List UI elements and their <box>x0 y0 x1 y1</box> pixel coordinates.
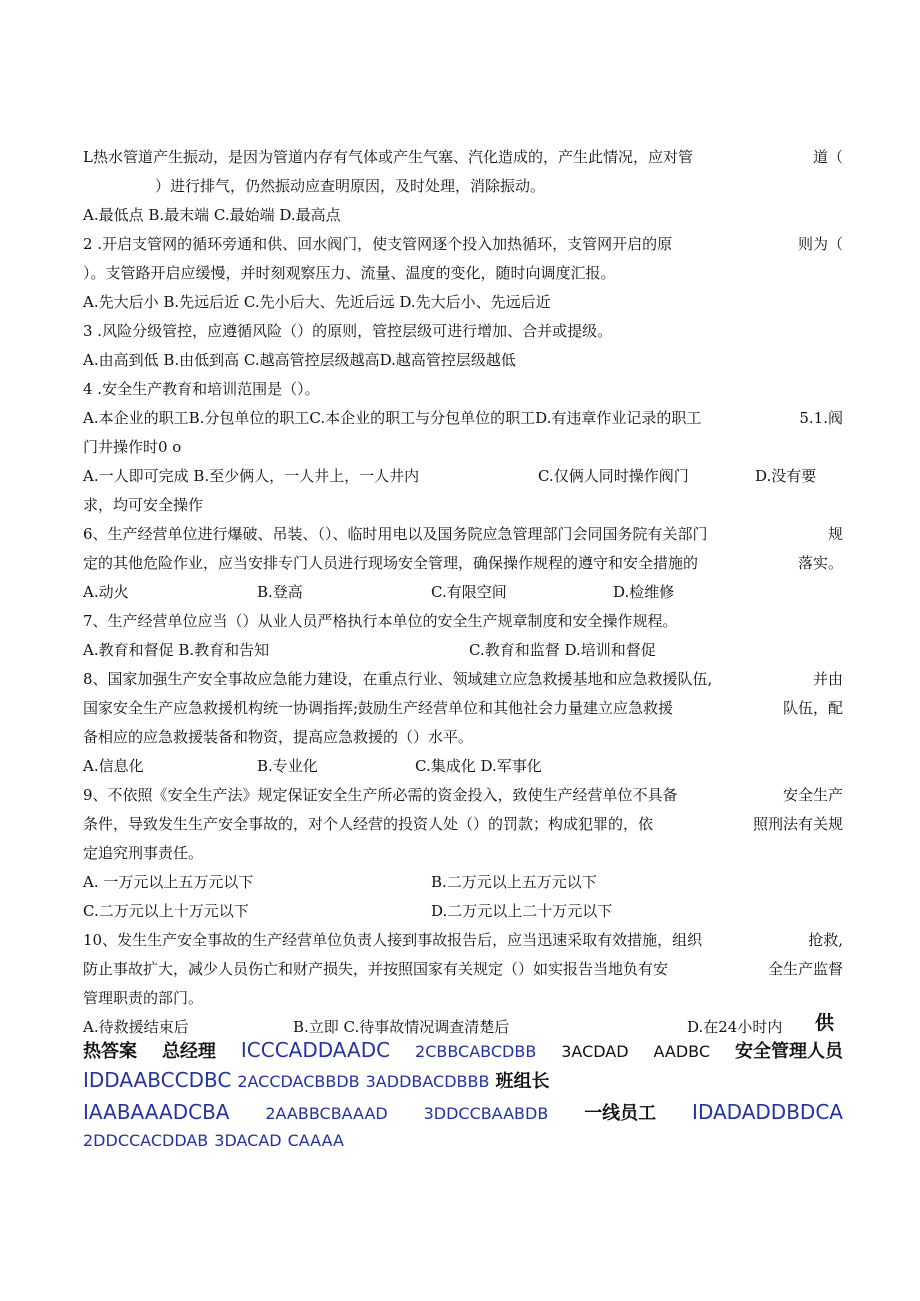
q10-text: 10、发生生产安全事故的生产经营单位负责人接到事故报告后，应当迅速采取有效措施，组织 <box>83 931 703 949</box>
q5-options-2 <box>83 491 843 520</box>
answer-fs-1: IDADADDBDCA <box>692 1100 843 1124</box>
q1-line2 <box>83 172 843 201</box>
q9-option-a: A. 一万元以上五万元以下 <box>83 873 254 891</box>
q4-options <box>83 404 843 433</box>
q8-line1 <box>83 665 843 694</box>
q2-line1 <box>83 230 843 259</box>
q1-text-end: 道（ <box>812 148 843 166</box>
q7-options <box>83 636 843 665</box>
answer-gm-2: 2CBBCABCDBB <box>415 1042 537 1061</box>
q1-options <box>83 201 843 230</box>
q3-line1 <box>83 317 843 346</box>
q2-options-text: A.先大后小 B.先远后近 C.先小后大、先近后远 D.先大后小、先远后近 <box>83 293 551 311</box>
answer-line-4 <box>83 1131 843 1160</box>
q6-line2 <box>83 549 843 578</box>
q8-option-cd: C.集成化 D.军事化 <box>415 757 542 775</box>
q9-line1 <box>83 781 843 810</box>
q1-line1 <box>83 143 843 172</box>
q2-text-end: 则为（ <box>797 235 843 253</box>
q5-option-ab: A.一人即可完成 B.至少俩人，一人井上，一人井内 <box>83 467 420 485</box>
q2-line2 <box>83 259 843 288</box>
q9-text-end: 安全生产 <box>782 786 843 804</box>
q6-text-end: 规 <box>827 525 843 543</box>
q5-line1 <box>83 433 843 462</box>
q8-text-end: 并由 <box>812 670 843 688</box>
answer-tl-2: 2AABBCBAAAD <box>265 1104 388 1123</box>
q8-option-b: B.专业化 <box>257 757 318 775</box>
q9-option-c: C.二万元以上十万元以下 <box>83 902 249 920</box>
answer-tl-1: IAABAAADCBA <box>83 1100 230 1124</box>
q2-options <box>83 288 843 317</box>
q3-text: 3 .风险分级管控，应遵循风险（）的原则，管控层级可进行增加、合并或提级。 <box>83 322 613 340</box>
role-frontline-staff: 一线员工 <box>584 1103 657 1124</box>
role-safety-manager: 安全管理人员 <box>734 1041 843 1062</box>
q8-options <box>83 752 843 781</box>
role-team-leader: 班组长 <box>495 1071 550 1092</box>
q7-line1 <box>83 607 843 636</box>
q10-line2 <box>83 955 843 984</box>
q5-text: 门井操作时0 o <box>83 438 182 456</box>
answer-sm-3: 3ADDBACDBBB <box>365 1072 490 1091</box>
q5-option-d-cont: 求，均可安全操作 <box>83 496 204 514</box>
q5-option-d: D.没有要 <box>755 467 817 485</box>
answer-gm-3a: 3ACDAD <box>561 1042 629 1061</box>
q4-text: 4 .安全生产教育和培训范围是（）。 <box>83 380 320 398</box>
answer-fs-3a: 3DACAD <box>214 1131 282 1150</box>
q10-text-2-end: 全生产监督 <box>767 960 843 978</box>
q1-text-2: ）进行排气，仍然振动应查明原因，及时处理，消除振动。 <box>155 177 546 195</box>
q9-option-d: D.二万元以上二十万元以下 <box>431 902 613 920</box>
q9-line2 <box>83 810 843 839</box>
q5-option-c: C.仅俩人同时操作阀门 <box>538 467 689 485</box>
q9-text-3: 定追究刑事责任。 <box>83 844 204 862</box>
q7-option-ab: A.教育和督促 B.教育和告知 <box>83 641 270 659</box>
q10-option-d: D.在24小时内 <box>687 1018 783 1036</box>
q4-line1 <box>83 375 843 404</box>
q9-options-2 <box>83 897 843 926</box>
q8-text-3: 备相应的应急救援装备和物资，提高应急救援的（）水平。 <box>83 728 474 746</box>
q10-option-a: A.待救援结束后 <box>83 1018 189 1036</box>
answer-heading: 热答案 <box>83 1041 137 1062</box>
answer-line-1 <box>83 1037 843 1067</box>
q5-start-text: 5.1.阀 <box>799 409 843 427</box>
answer-tl-3: 3DDCCBAABDB <box>423 1104 549 1123</box>
q7-option-cd: C.教育和监督 D.培训和督促 <box>469 641 656 659</box>
q9-text: 9、不依照《安全生产法》规定保证安全生产所必需的资金投入，致使生产经营单位不具备 <box>83 786 678 804</box>
answer-line-2 <box>83 1067 843 1099</box>
q6-text-2: 定的其他危险作业，应当安排专门人员进行现场安全管理，确保操作规程的遵守和安全措施的 <box>83 554 699 572</box>
q6-option-a: A.动火 <box>83 583 129 601</box>
q9-line3 <box>83 839 843 868</box>
q7-text: 7、生产经营单位应当（）从业人员严格执行本单位的安全生产规章制度和安全操作规程。 <box>83 612 678 630</box>
q6-option-c: C.有限空间 <box>431 583 507 601</box>
q8-text-2: 国家安全生产应急救援机构统一协调指挥;鼓励生产经营单位和其他社会力量建立应急救援 <box>83 699 674 717</box>
q10-line3 <box>83 984 843 1013</box>
q9-option-b: B.二万元以上五万元以下 <box>431 873 597 891</box>
q5-options <box>83 462 843 491</box>
q8-line3 <box>83 723 843 752</box>
q3-options <box>83 346 843 375</box>
q8-text: 8、国家加强生产安全事故应急能力建设，在重点行业、领域建立应急救援基地和应急救援队伍, <box>83 670 713 688</box>
q6-options <box>83 578 843 607</box>
q1-options-text: A.最低点 B.最末端 C.最始端 D.最高点 <box>83 206 341 224</box>
q2-text-2: ）。支管路开启应缓慢，并时刻观察压力、流量、温度的变化，随时向调度汇报。 <box>83 264 616 282</box>
answer-gm-1: ICCCADDAADC <box>240 1038 391 1062</box>
answer-gm-3b: AADBC <box>653 1042 711 1061</box>
q10-text-3: 管理职责的部门。 <box>83 989 204 1007</box>
q1-text: L热水管道产生振动，是因为管道内存有气体或产生气塞、汽化造成的，产生此情况，应对管 <box>83 148 693 166</box>
q6-text: 6、生产经营单位进行爆破、吊装、（）、临时用电以及国务院应急管理部门会同国务院有关部门 <box>83 525 708 543</box>
role-general-manager: 总经理 <box>161 1041 216 1062</box>
q10-option-bc: B.立即 C.待事故情况调查清楚后 <box>293 1018 510 1036</box>
q10-text-end: 抢救, <box>808 931 843 949</box>
q9-text-2: 条件，导致发生生产安全事故的，对个人经营的投资人处（）的罚款；构成犯罪的，依 <box>83 815 654 833</box>
q6-text-2-end: 落实。 <box>797 554 843 572</box>
answer-fs-2: 2DDCCACDDAB <box>83 1131 209 1150</box>
q4-options-text: A.本企业的职工B.分包单位的职工C.本企业的职工与分包单位的职工D.有违章作业记录的职工 <box>83 409 702 427</box>
answer-sm-1: IDDAABCCDBC <box>83 1068 232 1092</box>
q8-option-a: A.信息化 <box>83 757 144 775</box>
answer-line-3 <box>83 1099 843 1131</box>
q10-text-2: 防止事故扩大，减少人员伤亡和财产损失，并按照国家有关规定（）如实报告当地负有安 <box>83 960 669 978</box>
answer-fs-3b: CAAAA <box>287 1131 344 1150</box>
answer-sm-2: 2ACCDACBBDB <box>237 1072 360 1091</box>
q6-option-d: D.检维修 <box>613 583 675 601</box>
answer-heading-start: 供 <box>815 1012 835 1034</box>
question-list <box>83 143 843 1042</box>
q9-text-2-end: 照刑法有关规 <box>752 815 843 833</box>
q6-option-b: B.登高 <box>257 583 303 601</box>
q9-options-1 <box>83 868 843 897</box>
q3-options-text: A.由高到低 B.由低到高 C.越高管控层级越高D.越高管控层级越低 <box>83 351 516 369</box>
q6-line1 <box>83 520 843 549</box>
answer-section <box>83 1037 843 1160</box>
q2-text: 2 .开启支管网的循环旁通和供、回水阀门，使支管网逐个投入加热循环，支管网开启的原 <box>83 235 673 253</box>
q10-line1 <box>83 926 843 955</box>
q8-text-2-end: 队伍，配 <box>782 699 843 717</box>
q8-line2 <box>83 694 843 723</box>
